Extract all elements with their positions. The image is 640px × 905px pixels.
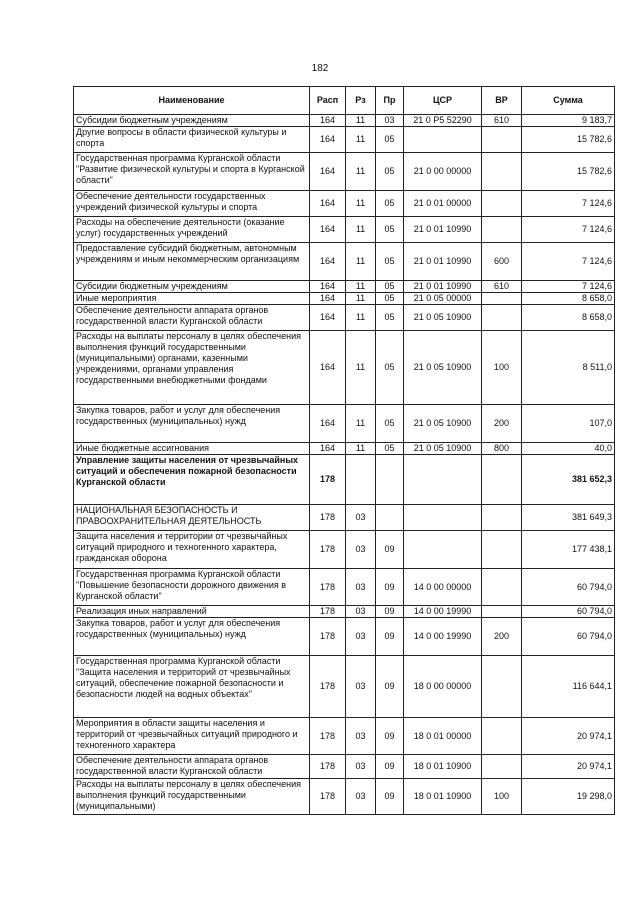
- cell-pr: 05: [376, 127, 404, 153]
- cell-sum: 15 782,6: [522, 127, 615, 153]
- cell-rz: 11: [346, 331, 376, 405]
- cell-csr: 21 0 01 10990: [404, 243, 482, 281]
- cell-vr: [482, 293, 522, 305]
- cell-rz: 03: [346, 505, 376, 531]
- cell-pr: 03: [376, 115, 404, 127]
- cell-vr: [482, 153, 522, 191]
- cell-csr: 14 0 00 19990: [404, 618, 482, 656]
- page-number: 182: [311, 63, 329, 74]
- cell-rz: 11: [346, 443, 376, 455]
- table-row: [74, 755, 615, 779]
- cell-name: Другие вопросы в области физической культуры и спорта: [74, 127, 310, 153]
- cell-pr: 05: [376, 405, 404, 443]
- table-row: [74, 127, 615, 153]
- cell-rz: 03: [346, 606, 376, 618]
- cell-rasp: 178: [310, 656, 346, 718]
- cell-vr: 610: [482, 115, 522, 127]
- cell-rasp: 164: [310, 243, 346, 281]
- cell-rz: 11: [346, 153, 376, 191]
- table-row: [74, 115, 615, 127]
- cell-sum: 20 974,1: [522, 755, 615, 779]
- cell-vr: 610: [482, 281, 522, 293]
- cell-sum: 381 649,3: [522, 505, 615, 531]
- table-row: [74, 243, 615, 281]
- table-row: [74, 718, 615, 755]
- table-row: [74, 531, 615, 569]
- cell-csr: 21 0 05 10900: [404, 305, 482, 331]
- cell-sum: 60 794,0: [522, 606, 615, 618]
- cell-rasp: 178: [310, 569, 346, 606]
- cell-csr: 14 0 00 19990: [404, 606, 482, 618]
- cell-name: Государственная программа Курганской области "Защита населения и территорий от чрезвычайных ситуаций, обеспечение пожарной безопасности и безопасности людей на водных объектах": [74, 656, 310, 718]
- cell-rasp: 164: [310, 127, 346, 153]
- cell-rz: 11: [346, 217, 376, 243]
- cell-rz: 03: [346, 718, 376, 755]
- cell-rasp: 178: [310, 779, 346, 815]
- cell-vr: [482, 217, 522, 243]
- cell-rz: 11: [346, 243, 376, 281]
- table-row: [74, 217, 615, 243]
- cell-rasp: 164: [310, 191, 346, 217]
- cell-rasp: 164: [310, 115, 346, 127]
- table-row: [74, 305, 615, 331]
- cell-vr: [482, 505, 522, 531]
- cell-pr: 05: [376, 443, 404, 455]
- table-row: [74, 656, 615, 718]
- cell-rz: 11: [346, 405, 376, 443]
- cell-pr: 09: [376, 755, 404, 779]
- cell-sum: 381 652,3: [522, 455, 615, 505]
- cell-name: Иные бюджетные ассигнования: [74, 443, 310, 455]
- cell-pr: 09: [376, 779, 404, 815]
- cell-sum: 60 794,0: [522, 569, 615, 606]
- cell-sum: 15 782,6: [522, 153, 615, 191]
- cell-pr: 05: [376, 243, 404, 281]
- cell-csr: 21 0 05 00000: [404, 293, 482, 305]
- cell-vr: 200: [482, 618, 522, 656]
- cell-csr: 21 0 01 00000: [404, 191, 482, 217]
- cell-rz: 03: [346, 656, 376, 718]
- header-vr: ВР: [482, 87, 522, 115]
- cell-name: Мероприятия в области защиты населения и территорий от чрезвычайных ситуаций природного и техногенного характера: [74, 718, 310, 755]
- cell-vr: [482, 531, 522, 569]
- cell-csr: 14 0 00 00000: [404, 569, 482, 606]
- cell-rz: 11: [346, 293, 376, 305]
- cell-sum: 8 658,0: [522, 293, 615, 305]
- cell-rasp: 178: [310, 505, 346, 531]
- cell-vr: [482, 569, 522, 606]
- cell-pr: 05: [376, 331, 404, 405]
- cell-vr: 100: [482, 779, 522, 815]
- cell-vr: [482, 127, 522, 153]
- budget-table: [73, 86, 615, 815]
- cell-name: Расходы на обеспечение деятельности (оказание услуг) государственных учреждений: [74, 217, 310, 243]
- table-header-row: [74, 87, 615, 115]
- cell-vr: [482, 191, 522, 217]
- cell-sum: 116 644,1: [522, 656, 615, 718]
- header-rz: Рз: [346, 87, 376, 115]
- cell-rasp: 178: [310, 531, 346, 569]
- cell-name: Государственная программа Курганской области "Повышение безопасности дорожного движения в Курганской области": [74, 569, 310, 606]
- cell-sum: 8 511,0: [522, 331, 615, 405]
- cell-rasp: 178: [310, 755, 346, 779]
- cell-sum: 107,0: [522, 405, 615, 443]
- cell-vr: [482, 305, 522, 331]
- cell-rasp: 178: [310, 718, 346, 755]
- cell-pr: 09: [376, 656, 404, 718]
- cell-sum: 19 298,0: [522, 779, 615, 815]
- cell-rasp: 164: [310, 443, 346, 455]
- cell-csr: 18 0 01 00000: [404, 718, 482, 755]
- cell-rz: 03: [346, 569, 376, 606]
- header-sum: Сумма: [522, 87, 615, 115]
- cell-vr: 200: [482, 405, 522, 443]
- cell-rz: 11: [346, 281, 376, 293]
- cell-name: Предоставление субсидий бюджетным, автономным учреждениям и иным некоммерческим организациям: [74, 243, 310, 281]
- cell-name: Защита населения и территории от чрезвычайных ситуаций природного и техногенного характера, гражданская оборона: [74, 531, 310, 569]
- cell-name: НАЦИОНАЛЬНАЯ БЕЗОПАСНОСТЬ И ПРАВООХРАНИТЕЛЬНАЯ ДЕЯТЕЛЬНОСТЬ: [74, 505, 310, 531]
- cell-sum: 7 124,6: [522, 243, 615, 281]
- cell-vr: 800: [482, 443, 522, 455]
- cell-csr: 18 0 00 00000: [404, 656, 482, 718]
- cell-sum: 7 124,6: [522, 281, 615, 293]
- cell-csr: [404, 455, 482, 505]
- cell-csr: 18 0 01 10900: [404, 779, 482, 815]
- cell-name: Государственная программа Курганской области "Развитие физической культуры и спорта в Курганской области": [74, 153, 310, 191]
- cell-pr: 05: [376, 305, 404, 331]
- table-row: [74, 505, 615, 531]
- cell-pr: 05: [376, 153, 404, 191]
- cell-pr: 09: [376, 531, 404, 569]
- cell-sum: 7 124,6: [522, 191, 615, 217]
- cell-rz: 11: [346, 191, 376, 217]
- cell-pr: 05: [376, 191, 404, 217]
- cell-rasp: 164: [310, 217, 346, 243]
- cell-rz: 03: [346, 531, 376, 569]
- cell-name: Обеспечение деятельности аппарата органов государственной власти Курганской области: [74, 755, 310, 779]
- cell-rz: 11: [346, 127, 376, 153]
- header-rasp: Расп: [310, 87, 346, 115]
- cell-csr: 21 0 05 10900: [404, 331, 482, 405]
- cell-pr: [376, 455, 404, 505]
- cell-rasp: 164: [310, 281, 346, 293]
- cell-pr: 09: [376, 618, 404, 656]
- cell-rasp: 164: [310, 153, 346, 191]
- table-row: [74, 281, 615, 293]
- cell-vr: [482, 455, 522, 505]
- cell-pr: 09: [376, 569, 404, 606]
- cell-vr: [482, 755, 522, 779]
- cell-vr: [482, 606, 522, 618]
- cell-csr: 21 0 05 10900: [404, 405, 482, 443]
- table-row: [74, 405, 615, 443]
- table-row: [74, 606, 615, 618]
- table-row: [74, 331, 615, 405]
- cell-pr: 05: [376, 281, 404, 293]
- cell-csr: [404, 531, 482, 569]
- table-row: [74, 455, 615, 505]
- table-row: [74, 618, 615, 656]
- cell-rasp: 178: [310, 618, 346, 656]
- cell-vr: [482, 656, 522, 718]
- cell-pr: 09: [376, 718, 404, 755]
- cell-rasp: 164: [310, 305, 346, 331]
- cell-rz: 11: [346, 115, 376, 127]
- cell-pr: 05: [376, 293, 404, 305]
- cell-sum: 20 974,1: [522, 718, 615, 755]
- cell-sum: 7 124,6: [522, 217, 615, 243]
- cell-rz: [346, 455, 376, 505]
- cell-rasp: 178: [310, 606, 346, 618]
- cell-rz: 03: [346, 779, 376, 815]
- table-row: [74, 569, 615, 606]
- cell-name: Реализация иных направлений: [74, 606, 310, 618]
- cell-csr: 21 0 01 10990: [404, 281, 482, 293]
- table-row: [74, 779, 615, 815]
- cell-name: Расходы на выплаты персоналу в целях обеспечения выполнения функций государственными (муниципальными): [74, 779, 310, 815]
- cell-name: Иные мероприятия: [74, 293, 310, 305]
- cell-rz: 03: [346, 618, 376, 656]
- cell-rasp: 164: [310, 331, 346, 405]
- cell-name: Закупка товаров, работ и услуг для обеспечения государственных (муниципальных) нужд: [74, 618, 310, 656]
- header-name: Наименование: [74, 87, 310, 115]
- header-csr: ЦСР: [404, 87, 482, 115]
- cell-name: Субсидии бюджетным учреждениям: [74, 115, 310, 127]
- cell-csr: 18 0 01 10900: [404, 755, 482, 779]
- cell-sum: 177 438,1: [522, 531, 615, 569]
- cell-rasp: 178: [310, 455, 346, 505]
- cell-csr: [404, 127, 482, 153]
- table-row: [74, 191, 615, 217]
- cell-rz: 03: [346, 755, 376, 779]
- cell-csr: 21 0 P5 52290: [404, 115, 482, 127]
- cell-sum: 8 658,0: [522, 305, 615, 331]
- cell-pr: 05: [376, 217, 404, 243]
- cell-name: Обеспечение деятельности государственных учреждений физической культуры и спорта: [74, 191, 310, 217]
- cell-csr: 21 0 05 10900: [404, 443, 482, 455]
- cell-sum: 9 183,7: [522, 115, 615, 127]
- cell-csr: [404, 505, 482, 531]
- table-row: [74, 443, 615, 455]
- cell-name: Субсидии бюджетным учреждениям: [74, 281, 310, 293]
- cell-pr: 09: [376, 606, 404, 618]
- cell-vr: [482, 718, 522, 755]
- cell-vr: 100: [482, 331, 522, 405]
- cell-vr: 600: [482, 243, 522, 281]
- cell-rz: 11: [346, 305, 376, 331]
- header-pr: Пр: [376, 87, 404, 115]
- cell-sum: 40,0: [522, 443, 615, 455]
- cell-name: Обеспечение деятельности аппарата органов государственной власти Курганской области: [74, 305, 310, 331]
- cell-name: Управление защиты населения от чрезвычайных ситуаций и обеспечения пожарной безопасности Курганской области: [74, 455, 310, 505]
- cell-csr: 21 0 01 10990: [404, 217, 482, 243]
- cell-rasp: 164: [310, 405, 346, 443]
- cell-csr: 21 0 00 00000: [404, 153, 482, 191]
- table-row: [74, 293, 615, 305]
- table-row: [74, 153, 615, 191]
- cell-pr: [376, 505, 404, 531]
- cell-name: Расходы на выплаты персоналу в целях обеспечения выполнения функций государственными (муниципальными) органами, казенными учреждениями, органами управления государственными внебюджетными фондами: [74, 331, 310, 405]
- cell-rasp: 164: [310, 293, 346, 305]
- table-body: [74, 115, 615, 815]
- cell-sum: 60 794,0: [522, 618, 615, 656]
- cell-name: Закупка товаров, работ и услуг для обеспечения государственных (муниципальных) нужд: [74, 405, 310, 443]
